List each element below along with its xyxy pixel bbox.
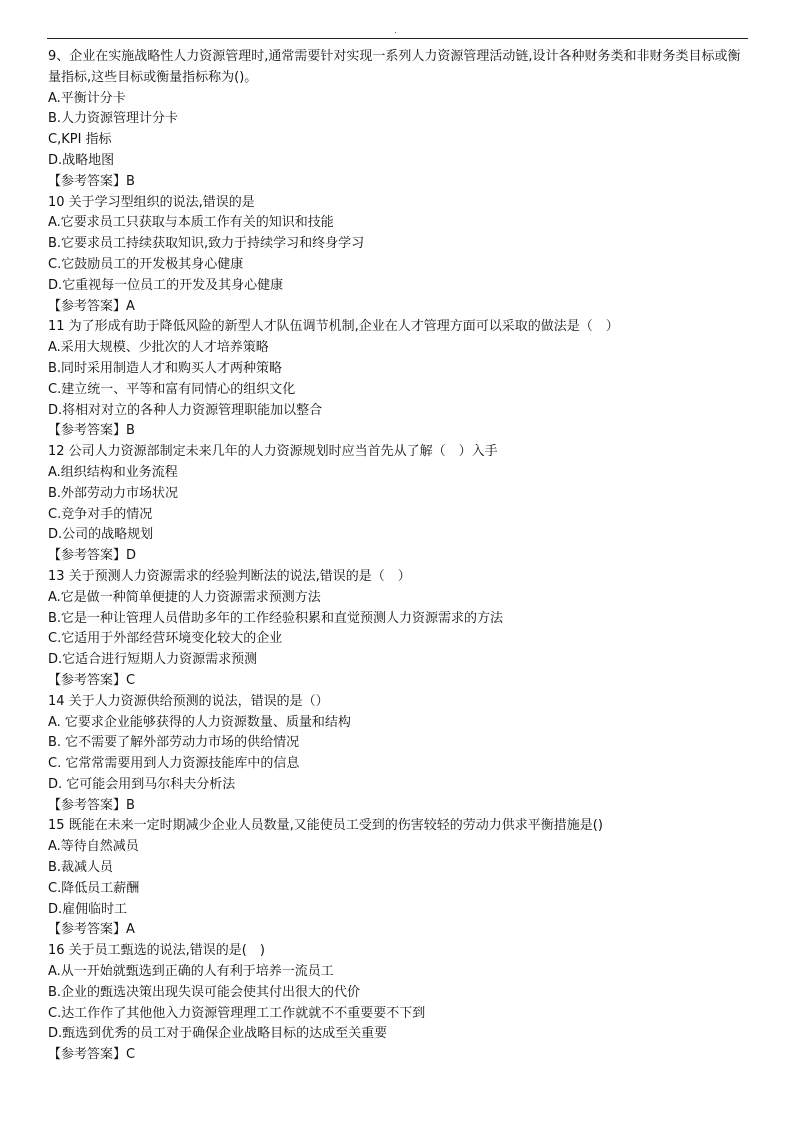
question-16: 16 关于员工甄选的说法,错误的是( )	[48, 943, 265, 959]
option-c: C.建立统一、平等和富有同情心的组织文化	[48, 381, 296, 397]
header-mark: .	[394, 26, 397, 36]
reference-answer: 【参考答案】C	[48, 672, 136, 688]
option-b: B.裁减人员	[48, 860, 114, 876]
option-a: A. 它要求企业能够获得的人力资源数量、质量和结构	[48, 714, 351, 730]
option-d: D. 它可能会用到马尔科夫分析法	[48, 776, 236, 792]
question-10: 10 关于学习型组织的说法,错误的是	[48, 194, 255, 210]
option-c: C.达工作作了其他他入力资源管理理工工作就就不不重要要不下到	[48, 1005, 426, 1021]
question-9: 9、企业在实施战略性人力资源管理时,通常需要针对实现一系列人力资源管理活动链,设计各种财务类和非财务类目标或衡量指标,这些目标或衡量指标称为()。	[48, 49, 741, 85]
reference-answer: 【参考答案】B	[48, 797, 135, 813]
option-b: B.同时采用制造人才和购买人才两种策略	[48, 360, 283, 376]
reference-answer: 【参考答案】A	[48, 922, 135, 938]
question-14: 14 关于人力资源供给预测的说法，错误的是（）	[48, 693, 329, 709]
option-b: B.它要求员工持续获取知识,致力于持续学习和终身学习	[48, 236, 365, 252]
question-11: 11 为了形成有助于降低风险的新型人才队伍调节机制,企业在人才管理方面可以采取的做法是（ ）	[48, 319, 619, 335]
option-a: A.从一开始就甄选到正确的人有利于培养一流员工	[48, 964, 334, 980]
question-12: 12 公司人力资源部制定未来几年的人力资源规划时应当首先从了解（ ）入手	[48, 444, 498, 460]
option-c: C.竞争对手的情况	[48, 506, 153, 522]
option-a: A.它要求员工只获取与本质工作有关的知识和技能	[48, 215, 334, 231]
option-a: A.组织结构和业务流程	[48, 464, 178, 480]
option-d: D.将相对对立的各种人力资源管理职能加以整合	[48, 402, 323, 418]
option-d: D.公司的战略规划	[48, 527, 154, 543]
option-d: D.战略地图	[48, 152, 115, 168]
question-13: 13 关于预测人力资源需求的经验判断法的说法,错误的是（ ）	[48, 568, 411, 584]
option-c: C.它适用于外部经营环境变化较大的企业	[48, 631, 283, 647]
option-a: A.等待自然减员	[48, 839, 139, 855]
option-c: C. 它常常需要用到人力资源技能库中的信息	[48, 756, 300, 772]
option-d: D.甄选到优秀的员工对于确保企业战略目标的达成至关重要	[48, 1026, 388, 1042]
option-c: C.降低员工薪酬	[48, 880, 140, 896]
option-b: B.企业的甄选决策出现失误可能会使其付出很大的代价	[48, 984, 361, 1000]
question-list	[48, 47, 748, 1066]
option-d: D.它重视每一位员工的开发及其身心健康	[48, 277, 284, 293]
reference-answer: 【参考答案】C	[48, 1047, 136, 1063]
option-d: D.它适合进行短期人力资源需求预测	[48, 652, 258, 668]
option-d: D.雇佣临时工	[48, 901, 128, 917]
option-b: B. 它不需要了解外部劳动力市场的供给情况	[48, 735, 300, 751]
reference-answer: 【参考答案】D	[48, 548, 137, 564]
option-b: B.它是一种让管理人员借助多年的工作经验积累和直觉预测人力资源需求的方法	[48, 610, 504, 626]
reference-answer: 【参考答案】B	[48, 423, 135, 439]
option-b: B.人力资源管理计分卡	[48, 111, 179, 127]
option-a: A.平衡计分卡	[48, 90, 126, 106]
reference-answer: 【参考答案】A	[48, 298, 135, 314]
option-c: C,KPI 指标	[48, 132, 112, 148]
header-rule	[47, 38, 748, 39]
option-a: A.采用大规模、少批次的人才培养策略	[48, 340, 269, 356]
option-b: B.外部劳动力市场状况	[48, 485, 179, 501]
reference-answer: 【参考答案】B	[48, 173, 135, 189]
option-c: C.它鼓励员工的开发极其身心健康	[48, 256, 244, 272]
option-a: A.它是做一种简单便捷的人力资源需求预测方法	[48, 589, 321, 605]
question-15: 15 既能在未来一定时期减少企业人员数量,又能使员工受到的伤害较轻的劳动力供求平衡措施是()	[48, 818, 603, 834]
